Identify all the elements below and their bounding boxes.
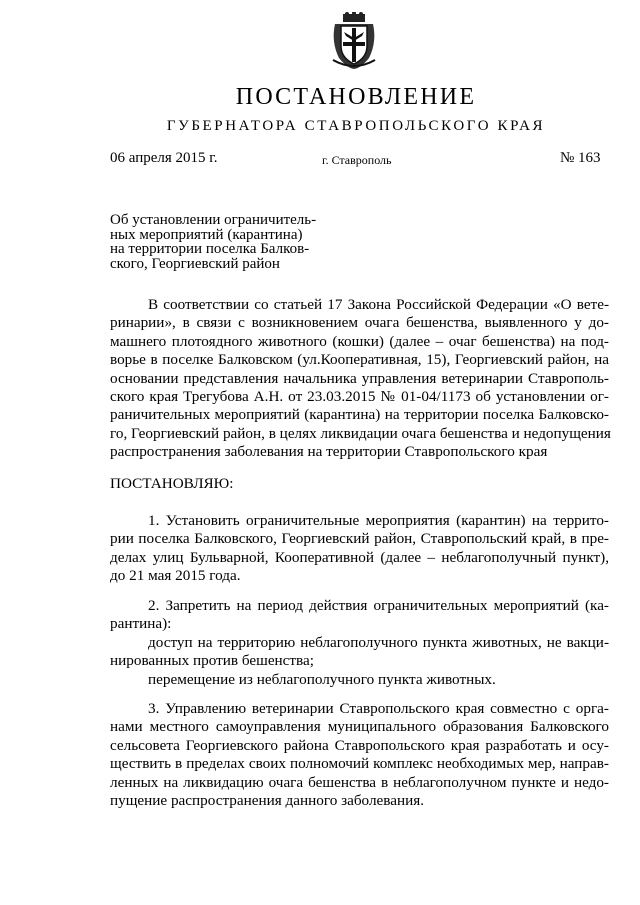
text-line: рантина): bbox=[110, 615, 172, 633]
text-line: 3. Управлению ветеринарии Ставропольского края совместно с орга- bbox=[148, 700, 609, 717]
text-line: ринарии», в связи с возникновением очага бешенства, выявленного у до- bbox=[110, 314, 609, 332]
text-line: перемещение из неблагополучного пункта животных. bbox=[148, 670, 496, 688]
item-2-paragraph bbox=[110, 597, 609, 689]
text-line: пущение распространения данного заболевания. bbox=[110, 792, 425, 810]
text-line: ского края Трегубова А.Н. от 23.03.2015 № 01-04/1173 об установлении ог- bbox=[110, 388, 609, 406]
decree-word bbox=[110, 475, 609, 493]
document-number: № 163 bbox=[560, 150, 601, 166]
text-line: делах улиц Бульварной, Кооперативной (далее – неблагополучный пункт), bbox=[110, 548, 609, 566]
text-line: распространения заболевания на территории Ставропольского края bbox=[110, 443, 548, 461]
text-line: нированных против бешенства; bbox=[110, 652, 314, 670]
item-1-paragraph bbox=[110, 512, 609, 586]
text-line: ворье в поселке Балковском (ул.Кооперативная, 15), Георгиевский район, на bbox=[110, 351, 609, 369]
document-subtitle: ГУБЕРНАТОРА СТАВРОПОЛЬСКОГО КРАЯ bbox=[166, 118, 546, 134]
text-line: ществить в пределах своих полномочий комплекс необходимых мер, направ- bbox=[110, 755, 609, 773]
preamble-paragraph bbox=[110, 296, 609, 462]
text-line: машнего плотоядного животного (кошки) (далее – очаг бешенства) на под- bbox=[110, 332, 609, 350]
text-line: го, Георгиевский район, в целях ликвидации очага бешенства и недопущения bbox=[110, 424, 611, 442]
text-line: основании представления начальника управления ветеринарии Ставрополь- bbox=[110, 369, 609, 387]
text-line: 1. Установить ограничительные мероприятия (карантин) на террито- bbox=[148, 512, 609, 529]
text-line: В соответствии со статьей 17 Закона Российской Федерации «О вете- bbox=[148, 296, 609, 313]
subject-line: ных мероприятий (карантина) bbox=[110, 226, 303, 243]
text-line: сельсовета Георгиевского района Ставропольского края разработать и осу- bbox=[110, 736, 609, 754]
text-line: ПОСТАНОВЛЯЮ: bbox=[110, 475, 234, 492]
text-line: рии поселка Балковского, Георгиевский район, Ставропольский край, в пре- bbox=[110, 530, 609, 548]
text-line: нами местного самоуправления муниципального образования Балковского bbox=[110, 718, 609, 736]
text-line: до 21 мая 2015 года. bbox=[110, 567, 241, 585]
text-line: 2. Запретить на период действия ограничительных мероприятий (ка- bbox=[148, 597, 609, 614]
document-city: г. Ставрополь bbox=[322, 153, 392, 167]
coat-of-arms-icon bbox=[329, 12, 379, 70]
document-date: 06 апреля 2015 г. bbox=[110, 150, 218, 166]
item-3-paragraph bbox=[110, 700, 609, 810]
subject-line: на территории поселка Балков- bbox=[110, 241, 310, 257]
subject-line: Об установлении ограничитель- bbox=[110, 212, 317, 228]
subject-line: ского, Георгиевский район bbox=[110, 255, 280, 272]
document-subject bbox=[110, 213, 320, 271]
text-line: ленных на ликвидацию очага бешенства в неблагополучном пункте и недо- bbox=[110, 773, 609, 791]
text-line: доступ на территорию неблагополучного пункта животных, не вакци- bbox=[148, 633, 609, 651]
text-line: раничительных мероприятий (карантина) на территории поселка Балковско- bbox=[110, 406, 609, 424]
document-title: ПОСТАНОВЛЕНИЕ bbox=[235, 84, 477, 110]
